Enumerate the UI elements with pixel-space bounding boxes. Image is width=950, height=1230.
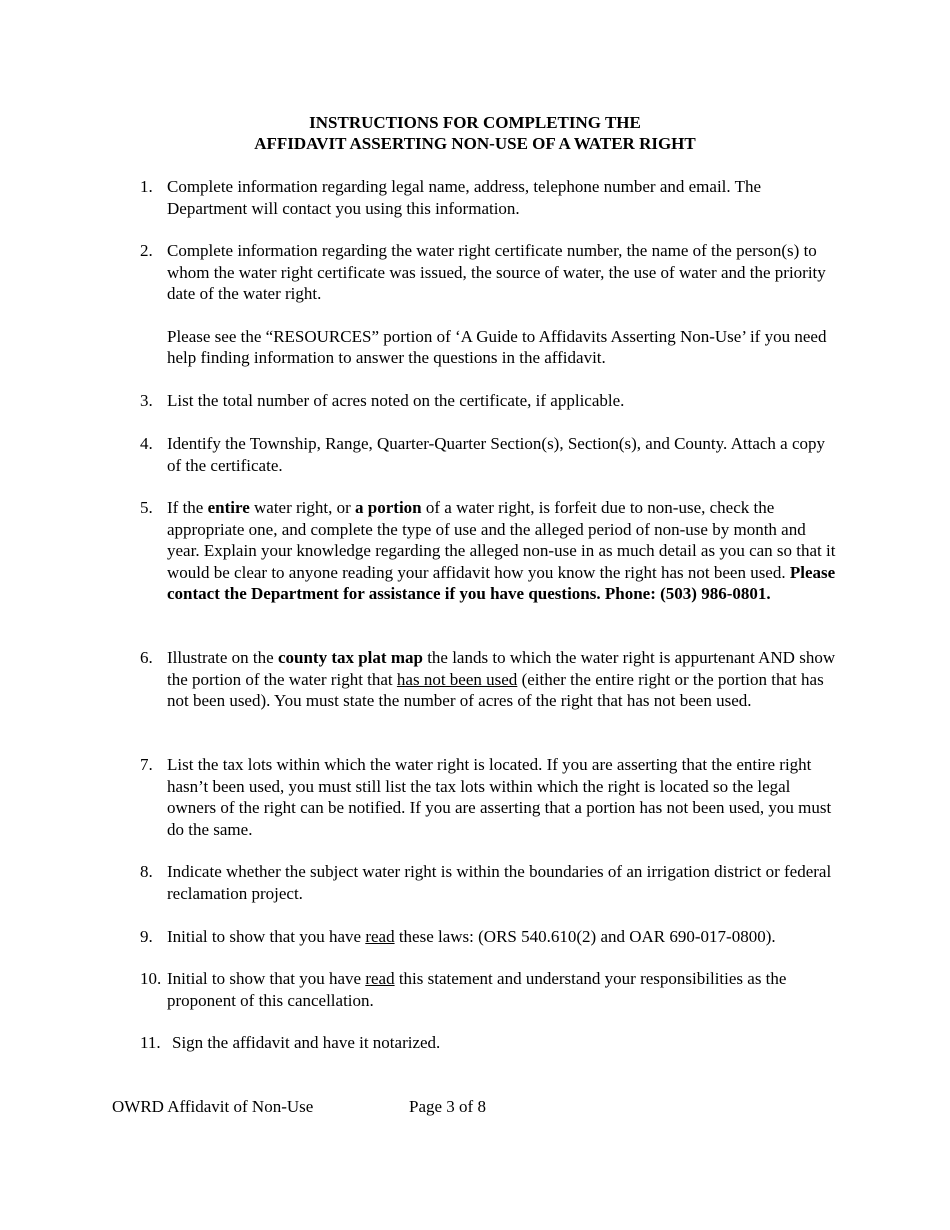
item-text: List the tax lots within which the water right is located. If you are asserting that the entire right hasn’t been used, you must still list the tax lots within which the right is located so the legal owners of the right can be notified. If you are asserting that a portion has not been used, you must do the same. [167,755,832,839]
item-text: If the entire water right, or a portion of a water right, is forfeit due to non-use, check the appropriate one, and complete the type of use and the alleged period of non-use by month and year. Explain your knowledge regarding the alleged non-use in as much detail as you can so that it would be clear to anyone reading your affidavit how you know the right has not been used. Please contact the Department for assistance if you have questions. Phone: (503) 986-0801. [167,498,836,603]
title-line-2: AFFIDAVIT ASSERTING NON-USE OF A WATER RIGHT [254,134,696,153]
footer-document-name: OWRD Affidavit of Non-Use [112,1097,314,1116]
item-number: 4. [140,434,153,453]
item-text: Initial to show that you have read this statement and understand your responsibilities as the proponent of this cancellation. [167,969,787,1010]
page-title [0,112,950,154]
item-number: 2. [140,241,153,260]
item-number: 9. [140,927,153,946]
item-text: Sign the affidavit and have it notarized. [172,1033,441,1052]
item-number: 11. [140,1033,161,1052]
item-text: Indicate whether the subject water right is within the boundaries of an irrigation district or federal reclamation project. [167,862,832,903]
item-number: 1. [140,177,153,196]
title-line-1: INSTRUCTIONS FOR COMPLETING THE [309,113,641,132]
item-number: 7. [140,755,153,774]
item-number: 3. [140,391,153,410]
item-number: 5. [140,498,153,517]
item-text: Illustrate on the county tax plat map the lands to which the water right is appurtenant AND show the portion of the water right that has not been used (either the entire right or the portion that has not been used). You must state the number of acres of the right that has not been used. [167,648,836,710]
item-number: 10. [140,969,162,988]
item-text: List the total number of acres noted on the certificate, if applicable. [167,391,625,410]
resources-note: Please see the “RESOURCES” portion of ‘A Guide to Affidavits Asserting Non-Use’ if you need help finding information to answer the questions in the affidavit. [167,326,827,367]
footer-page-number: Page 3 of 8 [409,1097,486,1116]
item-text: Complete information regarding the water right certificate number, the name of the person(s) to whom the water right certificate was issued, the source of water, the use of water and the priority date of the water right. Please see the “RESOURCES” portion of ‘A Guide to Affidavits Asserting Non-Use’ if you need help finding information to answer the questions in the affidavit. [167,240,842,369]
item-number: 6. [140,648,153,667]
item-number: 8. [140,862,153,881]
contact-phone-text: Please contact the Department for assistance if you have questions. Phone: (503) 986-0801. [167,562,836,603]
item-text: Identify the Township, Range, Quarter-Quarter Section(s), Section(s), and County. Attach a copy of the certificate. [167,434,825,475]
item-text: Initial to show that you have read these laws: (ORS 540.610(2) and OAR 690-017-0800). [167,927,776,946]
item-text: Complete information regarding legal name, address, telephone number and email. The Department will contact you using this information. [167,177,762,218]
